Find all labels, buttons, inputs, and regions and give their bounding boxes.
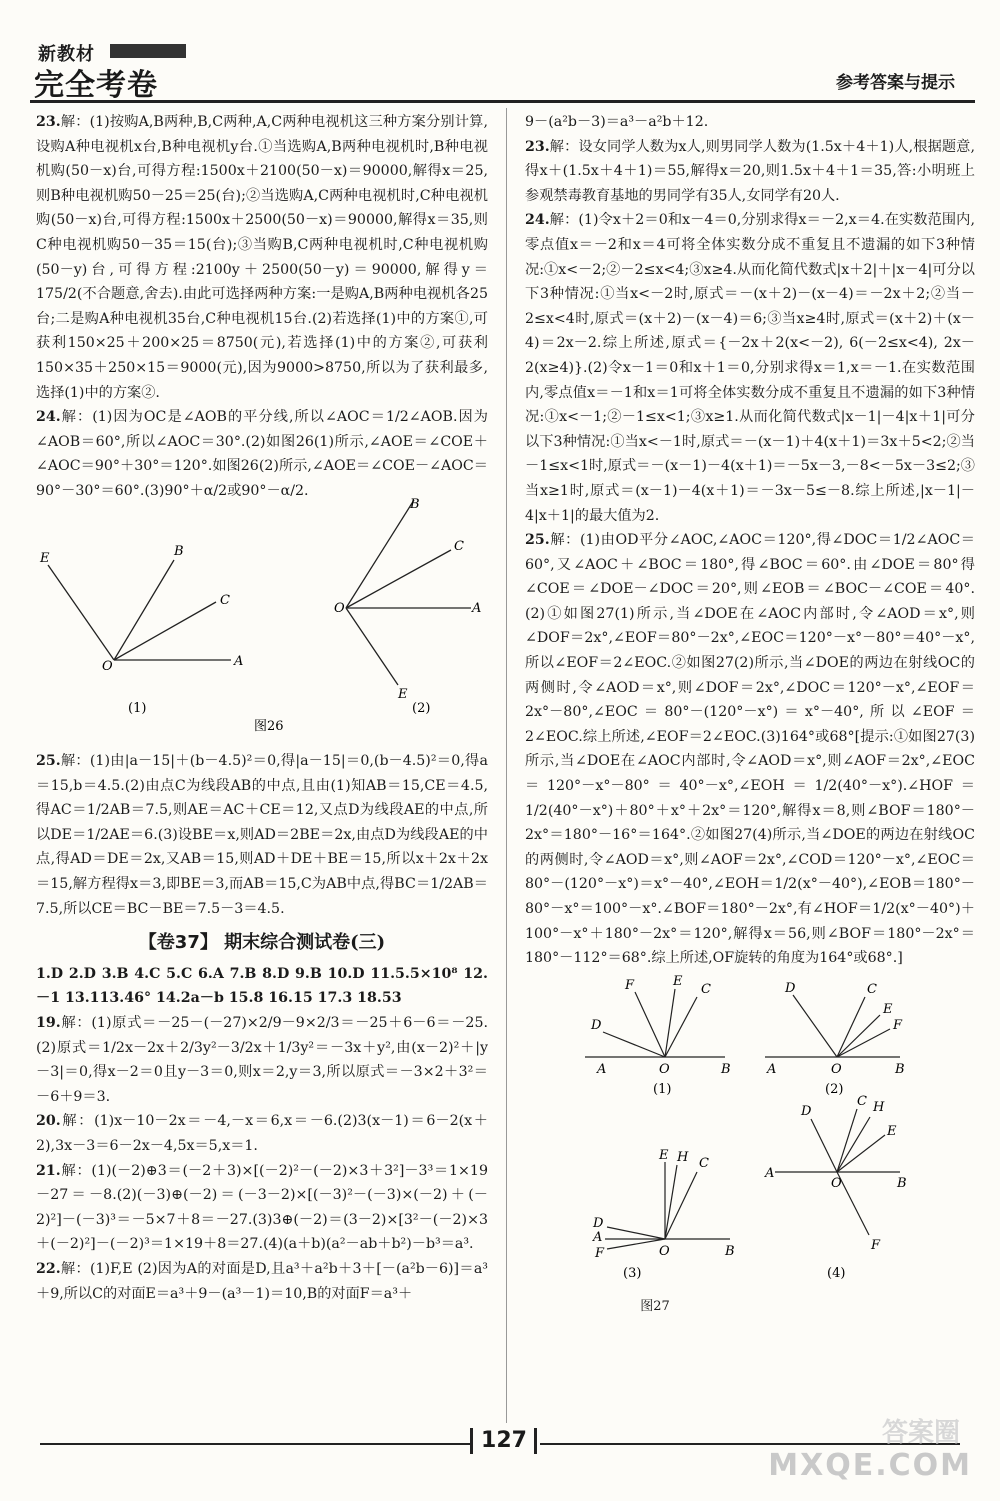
left-column [36, 110, 488, 1306]
point-label: A [472, 600, 482, 616]
figure-27-3 [605, 1162, 730, 1249]
figure-26-diagram [36, 496, 488, 735]
answer-text: 解：(1)F,E (2)因为A的对面是D,且a³＋a²b＋3＋[－(a²b－6)]＝a³＋9,所以C的对面E＝a³＋9－(a³－1)＝10,B的对面F＝a³＋ [36, 1260, 488, 1302]
answer-20 [36, 1109, 488, 1158]
point-label: O [659, 1243, 670, 1259]
answer-21 [36, 1159, 488, 1257]
answer-24 [36, 405, 488, 503]
point-label: C [867, 981, 877, 997]
point-label: A [593, 1229, 603, 1245]
answer-23 [525, 135, 975, 209]
point-label: H [873, 1099, 885, 1115]
question-number: 21. [36, 1162, 61, 1179]
point-label: A [767, 1061, 777, 1077]
point-label: B [725, 1243, 735, 1259]
point-label: D [801, 1103, 812, 1119]
figure-caption: (2) [412, 700, 431, 716]
question-number: 24. [525, 212, 550, 229]
point-label: O [334, 600, 345, 616]
question-number: 24. [36, 409, 61, 426]
question-number: 22. [36, 1260, 61, 1277]
right-column [525, 110, 975, 1326]
point-label: B [721, 1061, 731, 1077]
answer-text: 解：(1)x－10－2x＝－4,－x＝6,x＝－6.(2)3(x－1)＝6－2(x＋2),3x－3＝6－2x－4,5x＝5,x＝1. [36, 1113, 488, 1154]
point-label: C [220, 592, 230, 608]
point-label: B [895, 1061, 905, 1077]
page-header [30, 38, 975, 103]
figure-26 [36, 496, 488, 744]
figure-27-2 [765, 995, 900, 1057]
figure-27-4 [775, 1109, 900, 1235]
answer-text: 解：设女同学人数为x人,则男同学人数为(1.5x＋4＋1)人,根据题意,得x＋(1.5x＋4＋1)＝55,解得x＝20,则1.5x＋4＋1＝35,答:小明班上参观禁毒教育基地的男同学有35人,女同学有20人. [525, 138, 975, 204]
figure-caption: (2) [825, 1081, 844, 1097]
point-label: E [673, 973, 683, 989]
question-number: 23. [525, 138, 550, 155]
point-label: E [887, 1123, 897, 1139]
point-label: D [785, 980, 796, 996]
point-label: O [659, 1061, 670, 1077]
figure-26-1 [48, 560, 231, 660]
point-label: O [102, 658, 113, 674]
point-label: H [677, 1149, 689, 1165]
question-number: 25. [525, 532, 550, 549]
point-label: E [659, 1147, 669, 1163]
point-label: E [398, 686, 408, 702]
section-header-title: 参考答案与提示 [836, 73, 955, 93]
figure-caption: (3) [623, 1265, 642, 1281]
column-divider [506, 108, 507, 1423]
watermark-url: MXQE.COM [768, 1448, 972, 1483]
point-label: C [701, 981, 711, 997]
point-label: D [593, 1215, 604, 1231]
point-label: A [234, 653, 244, 669]
section-title [36, 931, 488, 956]
figure-27-title: 图27 [640, 1299, 670, 1315]
point-label: F [595, 1245, 605, 1261]
point-label: E [40, 550, 50, 566]
figure-caption: (1) [653, 1081, 672, 1097]
point-label: B [174, 543, 184, 559]
question-number: 19. [36, 1015, 61, 1032]
watermark-logo: 答案圈 [881, 1418, 960, 1448]
answer-25 [525, 528, 975, 971]
point-label: O [831, 1175, 842, 1191]
answer-key: 1.D 2.D 3.B 4.C 5.C 6.A 7.B 8.D 9.B 10.D 11.5.5×10⁸ 12.－1 13.113.46° 14.2a－b 15.8 16.15 17.3 18.53 [36, 965, 488, 1007]
point-label: C [454, 538, 464, 554]
figure-27 [525, 973, 975, 1320]
point-label: E [883, 1001, 893, 1017]
brand-title: 完全考卷 [34, 68, 158, 103]
point-label: A [765, 1165, 775, 1181]
section-heading: 期末综合测试卷(三) [224, 932, 386, 954]
footer-line-left [40, 1443, 470, 1445]
point-label: A [597, 1061, 607, 1077]
point-label: F [893, 1017, 903, 1033]
answer-24 [525, 208, 975, 528]
point-label: C [857, 1093, 867, 1109]
answer-text: 解：(1)由OD平分∠AOC,∠AOC＝120°,得∠DOC＝1/2∠AOC＝60°,又∠AOC＋∠BOC＝180°,得∠BOC＝60°.由∠DOE＝80°得∠COE＝∠DOE－∠DOC＝20°,则∠EOB＝∠BOC－∠COE＝40°.(2)①如图27(1)所示,当∠DOE在∠AOC内部时,令∠AOD＝x°,则∠DOF＝2x°,∠EOF＝80°－2x°,∠EOC＝120°－x°－80°＝40°－x°,所以∠EOF＝2∠EOC.②如图27(2)所示,当∠DOE的两边在射线OC的两侧时,令∠AOD＝x°,则∠DOF＝2x°,∠DOC＝120°－x°,∠EOF＝2x°－80°,∠EOC＝80°－(120°－x°)＝x°－40°,所以∠EOF＝2∠EOC.综上所述,∠EOF＝2∠EOC.(3)164°或68°[提示:①如图27(3)所示,当∠DOE在∠AOC内部时,令∠AOD＝x°,则∠AOF＝2x°,∠EOC＝120°－x°－80°＝40°－x°,∠EOH＝1/2(40°－x°).∠HOF＝1/2(40°－x°)＋80°＋x°＋2x°＝120°,解得x＝8,则∠BOF＝180°－2x°＝180°－16°＝164°.②如图27(4)所示,当∠DOE的两边在射线OC的两侧时,令∠AOD＝x°,则∠AOF＝2x°,∠COD＝120°－x°,∠EOC＝80°－(120°－x°)＝x°－40°,∠EOH＝1/2(x°－40°),∠EOB＝180°－80°－x°＝100°－x°.∠BOF＝180°－2x°,有∠HOF＝1/2(x°－40°)＋100°－x°＋180°－2x°＝120°,解得x＝56,则∠BOF＝180°－2x°＝180°－112°＝68°.综上所述,OF旋转的角度为164°或68°.] [525, 532, 975, 967]
figure-caption: (1) [128, 700, 147, 716]
question-number: 25. [36, 753, 61, 770]
answer-text: 解：(1)令x＋2＝0和x－4＝0,分别求得x＝－2,x＝4.在实数范围内,零点值x＝－2和x＝4可将全体实数分成不重复且不遗漏的如下3种情况:①x<－2;②－2≤x<4;③x≥4.从而化简代数式|x＋2|＋|x－4|可分以下3种情况:①当x<－2时,原式＝－(x＋2)－(x－4)＝－2x＋2;②当－2≤x<4时,原式＝(x＋2)－(x－4)＝6;③当x≥4时,原式＝(x＋2)＋(x－4)＝2x－2.综上所述,原式＝{－2x＋2(x<－2), 6(－2≤x<4), 2x－2(x≥4)}.(2)令x－1＝0和x＋1＝0,分别求得x＝1,x＝－1.在实数范围内,零点值x＝－1和x＝1可将全体实数分成不重复且不遗漏的如下3种情况:①x<－1;②－1≤x<1;③x≥1.从而化简代数式|x－1|－4|x＋1|可分以下3种情况:①当x<－1时,原式＝－(x－1)＋4(x＋1)＝3x＋5<2;②当－1≤x<1时,原式＝－(x－1)－4(x＋1)＝－5x－3,－8<－5x－3≤2;③当x≥1时,原式＝(x－1)－4(x＋1)＝－3x－5≤－8.综上所述,|x－1|－4|x＋1|的最大值为2. [525, 212, 975, 524]
brand-logo-box [110, 44, 186, 58]
answer-text: 解：(1)由|a－15|＋(b－4.5)²＝0,得|a－15|＝0,(b－4.5)²＝0,得a＝15,b＝4.5.(2)由点C为线段AB的中点,且由(1)知AB＝15,CE＝4.5,得AC＝1/2AB＝7.5,则AE＝AC＋CE＝12,又点D为线段AE的中点,所以DE＝1/2AE＝6.(3)设BE＝x,则AD＝2BE＝2x,由点D为线段AE的中点,得AD＝DE＝2x,又AB＝15,则AD＋DE＋BE＝15,所以x＋2x＋2x＝15,解方程得x＝3,即BE＝3,而AB＝15,C为AB中点,得BC＝1/2AB＝7.5,所以CE＝BC－BE＝7.5－3＝4.5. [36, 753, 488, 917]
point-label: F [871, 1237, 881, 1253]
multiple-choice-answers [36, 962, 488, 1011]
point-label: F [625, 977, 635, 993]
page-number: 127 [481, 1428, 527, 1453]
question-number: 20. [36, 1113, 61, 1130]
figure-27-1 [585, 989, 725, 1057]
figure-27-diagram [525, 973, 975, 1287]
figure-caption: (4) [827, 1265, 846, 1281]
answer-23 [36, 110, 488, 405]
point-label: O [831, 1061, 842, 1077]
point-label: B [410, 496, 420, 512]
footer-bar-right [534, 1428, 537, 1454]
point-label: D [591, 1017, 602, 1033]
answer-19 [36, 1011, 488, 1109]
section-label: 【卷37】 [138, 932, 218, 954]
point-label: C [699, 1155, 709, 1171]
answer-22-continued: 9－(a²b－3)＝a³－a²b＋12. [525, 114, 709, 130]
point-label: B [897, 1175, 907, 1191]
figure-26-2 [346, 500, 471, 685]
question-number: 23. [36, 114, 61, 130]
answer-text: 解：(1)因为OC是∠AOB的平分线,所以∠AOC＝1/2∠AOB.因为∠AOB＝60°,所以∠AOC＝30°.(2)如图26(1)所示,∠AOE＝∠COE＋∠AOC＝90°＋30°＝120°.如图26(2)所示,∠AOE＝∠COE－∠AOC＝90°－30°＝60°.(3)90°＋α/2或90°－α/2. [36, 409, 488, 499]
figure-title: 图26 [254, 718, 284, 734]
answer-25 [36, 749, 488, 921]
footer-bar-left [470, 1428, 473, 1454]
answer-text: 解：(1)按购A,B两种,B,C两种,A,C两种电视机这三种方案分别计算,设购A种电视机x台,B种电视机y台.①当选购A,B两种电视机时,B种电视机购(50－x)台,可得方程:1500x＋2100(50－x)＝90000,解得x＝25,则B种电视机购50－25＝25(台);②当选购A,C两种电视机时,C种电视机购(50－x)台,可得方程:1500x＋2500(50－x)＝90000,解得x＝35,则C种电视机购50－35＝15(台);③当购B,C两种电视机时,C种电视机购(50－y)台,可得方程:2100y＋2500(50－y)＝90000,解得y＝175/2(不合题意,舍去).由此可选择两种方案:一是购A,B两种电视机各25台;二是购A种电视机35台,C种电视机15台.(2)若选择(1)中的方案①,可获利150×25＋200×25＝8750(元),若选择(1)中的方案②,可获利150×35＋250×15＝9000(元),因为9000>8750,所以为了获利最多,选择(1)中的方案②. [36, 114, 488, 401]
answer-text: 解：(1)原式＝－25－(－27)×2/9－9×2/3＝－25＋6－6＝－25.(2)原式＝1/2x－2x＋2/3y²－3/2x＋1/3y²＝－3x＋y²,由(x－2)²＋|y－3|＝0,得x－2＝0且y－3＝0,则x＝2,y＝3,所以原式＝－3×2＋3²＝－6＋9＝3. [36, 1015, 488, 1105]
brand-subtitle: 新教材 [38, 44, 95, 65]
answer-text: 解：(1)(－2)⊕3＝(－2＋3)×[(－2)²－(－2)×3＋3²]－3³＝1×19－27＝－8.(2)(－3)⊕(－2)＝(－3－2)×[(－3)²－(－3)×(－2)＋(－2)²]－(－3)³＝－5×7＋8＝－27.(3)3⊕(－2)＝(3－2)×[3²－(－2)×3＋(－2)²]－(－2)³＝1×19＋8＝27.(4)(a＋b)(a²－ab＋b²)－b³＝a³. [36, 1162, 488, 1253]
